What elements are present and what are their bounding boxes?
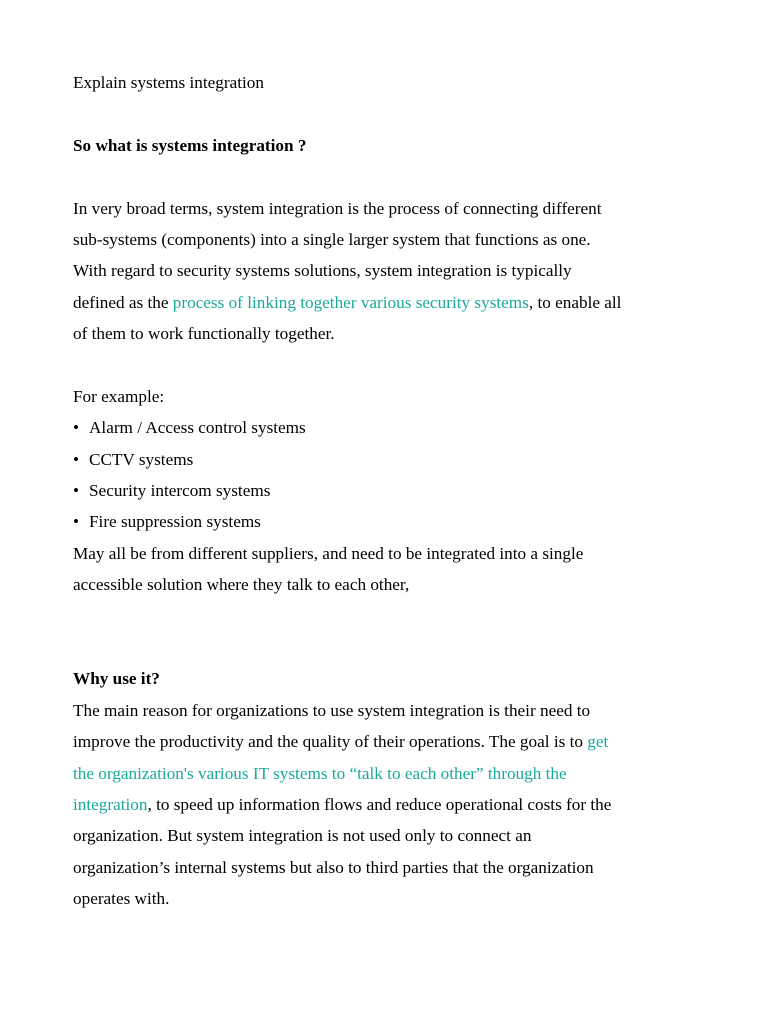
paragraph-line: organization’s internal systems but also to third parties that the organization (73, 857, 594, 877)
paragraph-line: accessible solution where they talk to each other, (73, 575, 410, 595)
section-heading-why-use: Why use it? (73, 669, 160, 689)
document-page (73, 67, 703, 915)
spacer (73, 601, 703, 632)
section-heading-what-is: So what is systems integration ? (73, 135, 307, 155)
paragraph-line: sub-systems (components) into a single larger system that functions as one. (73, 229, 591, 249)
paragraph-line: of them to work functionally together. (73, 324, 335, 344)
paragraph-line: May all be from different suppliers, and need to be integrated into a single (73, 543, 584, 563)
paragraph-line (73, 287, 703, 318)
paragraph-line: In very broad terms, system integration is the process of connecting different (73, 198, 602, 218)
paragraph-line: operates with. (73, 889, 170, 909)
bullet-icon: • (73, 449, 80, 469)
list-item-text: CCTV systems (89, 449, 194, 469)
example-label: For example: (73, 386, 165, 406)
list-item (73, 475, 703, 506)
bullet-icon: • (73, 512, 80, 532)
highlight-link-integration[interactable]: integration (73, 794, 148, 814)
paragraph-reason (73, 695, 703, 915)
spacer (73, 632, 703, 663)
text-segment: improve the productivity and the quality of their operations. The goal is to (73, 732, 588, 752)
spacer (73, 161, 703, 192)
bullet-list (73, 412, 703, 538)
list-item (73, 412, 703, 443)
paragraph-line: The main reason for organizations to use system integration is their need to (73, 700, 591, 720)
text-segment: , to enable all (528, 292, 622, 312)
paragraph-line (73, 758, 703, 789)
text-segment: , to speed up information flows and reduce operational costs for the (147, 794, 612, 814)
bullet-icon: • (73, 481, 80, 501)
highlight-link-get[interactable]: get (587, 732, 609, 752)
list-item-text: Security intercom systems (89, 481, 271, 501)
spacer (73, 98, 703, 129)
list-item-text: Alarm / Access control systems (89, 418, 306, 438)
spacer (73, 350, 703, 381)
paragraph-definition (73, 193, 703, 350)
paragraph-line: With regard to security systems solutions, system integration is typically (73, 261, 572, 281)
highlight-link-talk-to-each-other[interactable]: the organization's various IT systems to “talk to each other” through the (73, 763, 567, 783)
text-segment: defined as the (73, 292, 173, 312)
bullet-icon: • (73, 418, 80, 438)
document-title: Explain systems integration (73, 73, 264, 92)
list-item (73, 506, 703, 537)
highlight-link-security-systems[interactable]: process of linking together various security systems (172, 292, 529, 312)
paragraph-line (73, 726, 703, 757)
paragraph-line (73, 789, 703, 820)
list-item (73, 444, 703, 475)
list-item-text: Fire suppression systems (89, 512, 261, 532)
paragraph-suppliers (73, 538, 703, 601)
paragraph-line: organization. But system integration is not used only to connect an (73, 826, 532, 846)
